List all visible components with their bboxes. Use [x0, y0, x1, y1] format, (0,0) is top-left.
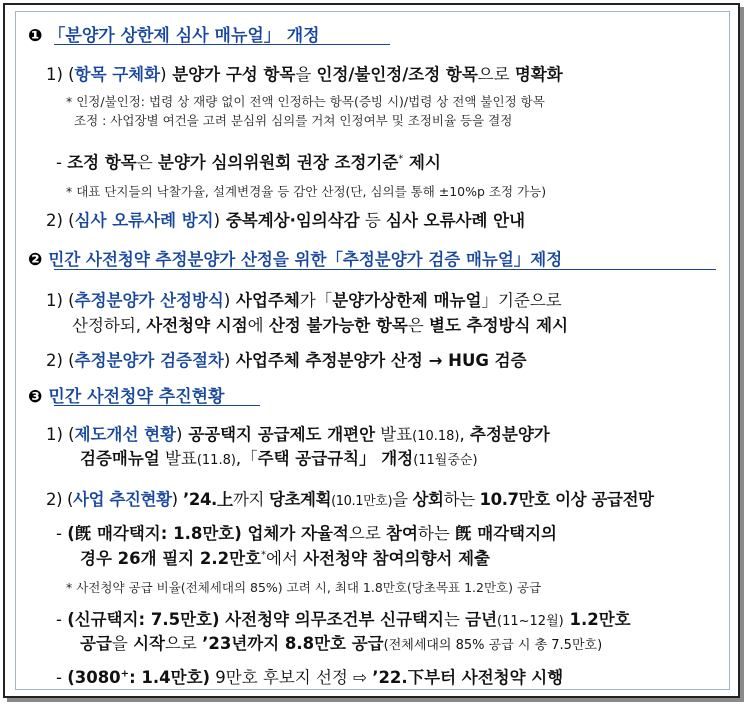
s3-item-2: 2) (사업 추진현황) ’24.上까지 당초계획(10.1만호)을 상회하는 10.7만호 이상 공급전망 [46, 490, 654, 509]
section-2-marker: ❷ [28, 250, 43, 270]
s2-item-1: 1) (추정분양가 산정방식) 사업주체가「분양가상한제 매뉴얼」기준으로 [46, 291, 562, 310]
s3-dash-2: - (신규택지: 7.5만호) 사전청약 의무조건부 신규택지는 금년(11~12월) 1.2만호 [56, 610, 631, 629]
section-1-marker: ❶ [28, 26, 43, 46]
s1-dash-1: - 조정 항목은 분양가 심의위원회 권장 조정기준* 제시 [56, 153, 441, 172]
s3-dash-3: - (3080+: 1.4만호) 9만호 후보지 선정 ⇨ ’22.下부터 사전청약 시행 [56, 668, 564, 687]
section-3-underline [54, 405, 260, 406]
section-1-heading [28, 21, 320, 46]
section-3-marker: ❸ [28, 387, 43, 407]
section-2-underline [54, 269, 716, 270]
s3-note-1: * 사전청약 공급 비율(전체세대의 85%) 고려 시, 최대 1.8만호(당초목표 1.2만호) 공급 [66, 580, 542, 595]
s2-item-1-cont: 산정하되, 사전청약 시점에 산정 불가능한 항목은 별도 추정방식 제시 [72, 316, 569, 335]
s2-item-2: 2) (추정분양가 검증절차) 사업주체 추정분양가 산정 → HUG 검증 [46, 351, 527, 370]
s1-note-1b: 조정 : 사업장별 여건을 고려 분심위 심의를 거쳐 인정여부 및 조정비율 등을 결정 [74, 113, 513, 128]
s1-item-1: 1) (항목 구체화) 분양가 구성 항목을 인정/불인정/조정 항목으로 명확화 [46, 65, 563, 84]
s3-item-1-cont: 검증매뉴얼 발표(11.8),「주택 공급규칙」 개정(11월중순) [80, 449, 478, 468]
s1-item-2: 2) (심사 오류사례 방지) 중복계상·임의삭감 등 심사 오류사례 안내 [46, 211, 526, 230]
s3-dash-1-cont: 경우 26개 필지 2.2만호*에서 사전청약 참여의향서 제출 [80, 549, 490, 568]
s3-item-1: 1) (제도개선 현황) 공공택지 공급제도 개편안 발표(10.18), 추정분양가 [46, 425, 550, 444]
s3-dash-1: - (旣 매각택지: 1.8만호) 업체가 자율적으로 참여하는 旣 매각택지의 [56, 524, 557, 543]
section-3-heading [28, 382, 224, 407]
s3-dash-2-cont: 공급을 시작으로 ’23년까지 8.8만호 공급(전체세대의 85% 공급 시 총 7.5만호) [80, 634, 603, 653]
section-1-title: 「분양가 상한제 심사 매뉴얼」 개정 [48, 26, 320, 46]
section-2-heading [28, 246, 562, 270]
content-box [15, 11, 730, 690]
section-3-title: 민간 사전청약 추진현황 [48, 387, 225, 407]
document-frame [3, 3, 740, 698]
s1-note-1c: * 대표 단지들의 낙찰가율, 설계변경율 등 감안 산정(단, 심의를 통해 ±10%p 조정 가능) [66, 184, 547, 199]
s1-note-1a: * 인정/불인정: 법령 상 재량 없이 전액 인정하는 항목(증빙 시)/법령 상 전액 불인정 항목 [66, 94, 545, 109]
section-1-underline [54, 44, 390, 45]
section-2-title: 민간 사전청약 추정분양가 산정을 위한「추정분양가 검증 매뉴얼」제정 [48, 250, 563, 269]
